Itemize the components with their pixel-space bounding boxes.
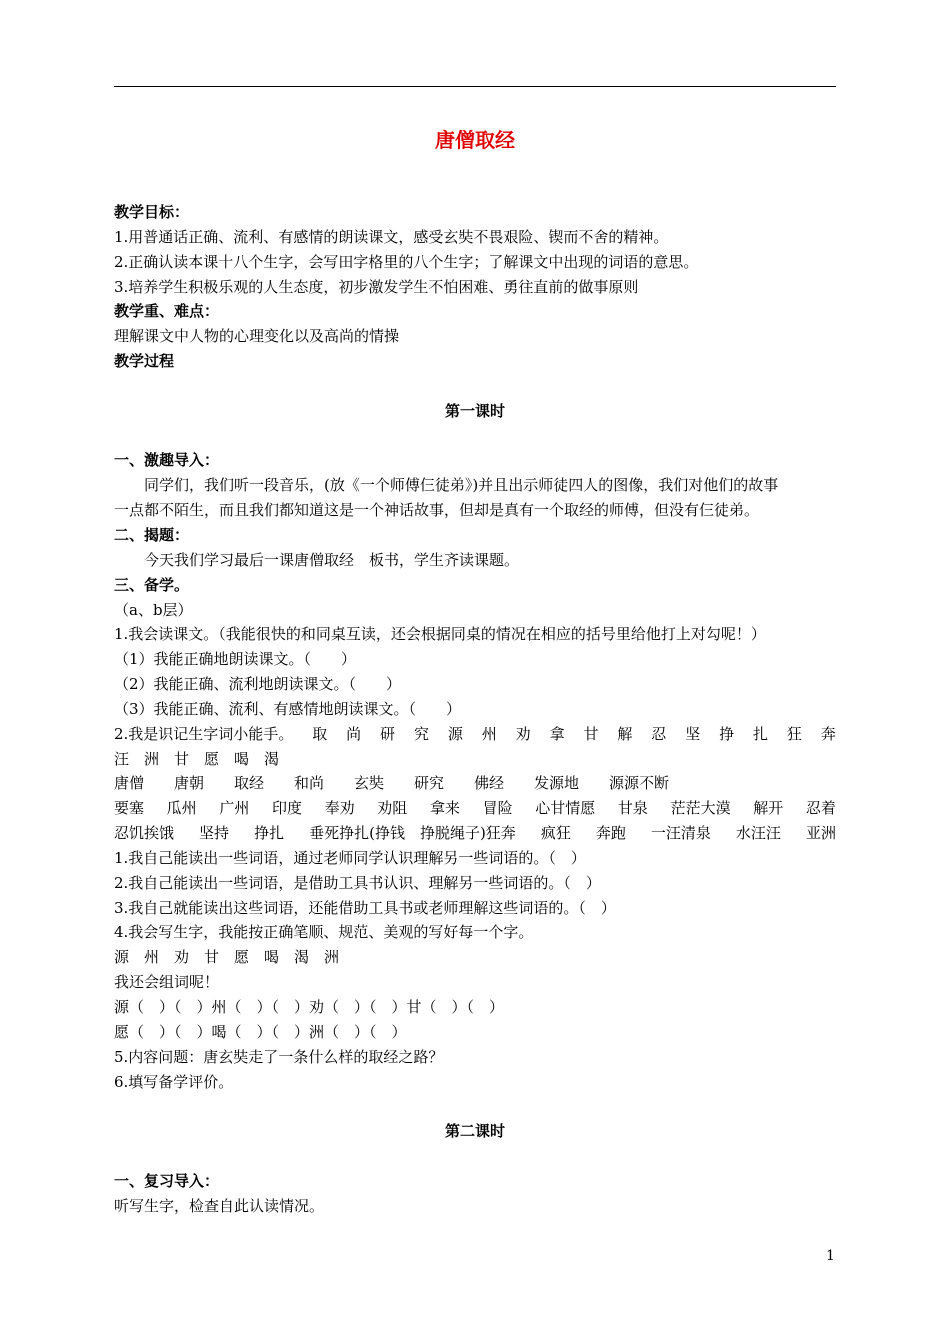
vocabulary-row: 唐僧 唐朝 取经 和尚 玄奘 研究 佛经 发源地 源源不断 [114,774,670,793]
character: 扎 [753,724,769,743]
lesson1-section1-para: 同学们，我们听一段音乐，(放《一个师傅仨徒弟》)并且出示师徒四人的图像，我们对他们的故事 [144,476,779,495]
focus-heading: 教学重、难点： [114,302,220,321]
character: 忍 [651,724,667,743]
vocabulary-word: 忍着 [805,799,836,818]
character: 解 [617,724,633,743]
vocabulary-word: 疯狂 [540,824,571,843]
task-item: 4.我会写生字，我能按正确笔顺、规范、美观的写好每一个字。 [114,923,534,942]
character: 究 [413,724,429,743]
vocabulary-word: 水汪汪 [735,824,781,843]
header-rule [114,86,836,87]
read-check-item: （2）我能正确、流利地朗读课文。（ ） [114,675,402,694]
lesson2-section1-para: 听写生字，检查自此认读情况。 [114,1196,325,1215]
character: 研 [380,724,396,743]
compose-row: 源（ ）（ ）州（ ）（ ）劝（ ）（ ）甘（ ）（ ） [114,998,505,1016]
lesson1-heading: 第一课时 [444,401,505,420]
task-item: 6.填写备学评价。 [114,1072,234,1091]
lesson1-section2-heading: 二、揭题： [114,525,190,544]
lesson1-section1-para-cont: 一点都不陌生，而且我们都知道这是一个神话故事，但却是真有一个取经的师傅，但没有仨徒弟。 [114,501,760,520]
vocabulary-row [114,821,836,846]
vocabulary-word: 解开 [753,799,784,818]
vocabulary-word: 挣扎 [254,824,285,843]
read-check-item: （1）我能正确地朗读课文。（ ） [114,650,357,669]
character: 挣 [719,724,735,743]
vocabulary-word: 拿来 [429,799,460,818]
vocabulary-word: 印度 [271,799,302,818]
character: 源 [447,724,463,743]
vocabulary-word: 坚持 [199,824,230,843]
document-title: 唐僧取经 [435,128,515,152]
process-heading: 教学过程 [114,352,175,371]
objective-item: 2.正确认读本课十八个生字，会写田字格里的八个生字；了解课文中出现的词语的意思。 [114,252,699,271]
vocabulary-word: 瓜州 [166,799,197,818]
vocabulary-word: 奉劝 [324,799,355,818]
lesson1-section2-para: 今天我们学习最后一课唐僧取经 板书，学生齐读课题。 [144,550,520,569]
compose-lead: 我还会组词呢！ [114,973,220,992]
compose-row: 愿（ ）（ ）喝（ ）（ ）洲（ ）（ ） [114,1022,407,1041]
lesson1-section1-heading: 一、激趣导入： [114,451,220,470]
vocabulary-word: 劝阻 [377,799,408,818]
self-check-item: 2.我自己能读出一些词语，是借助工具书认识、理解另一些词语的。（ ） [114,873,601,892]
document-body [114,200,836,1219]
objective-item: 1.用普通话正确、流利、有感情的朗读课文，感受玄奘不畏艰险、锲而不舍的精神。 [114,227,669,246]
character: 奔 [820,724,836,743]
character: 取 [312,724,328,743]
level-note: （a、b层） [114,600,193,619]
character: 狂 [786,724,802,743]
vocabulary-word: 广州 [219,799,250,818]
character: 拿 [549,724,565,743]
lesson2-section1-heading: 一、复习导入： [114,1171,220,1190]
vocabulary-row [114,796,836,821]
read-check-item: （3）我能正确、流利、有感情地朗读课文。（ ） [114,699,462,718]
vocabulary-word: 亚洲 [805,824,836,843]
new-characters-row [114,722,836,747]
focus-text: 理解课文中人物的心理变化以及高尚的情操 [114,327,400,346]
vocabulary-word: 垂死挣扎(挣钱 挣脱绳子)狂奔 [309,824,516,843]
objectives-heading: 教学目标： [114,203,190,221]
vocabulary-word: 冒险 [482,799,513,818]
page-number: 1 [826,1248,835,1264]
character: 坚 [685,724,701,743]
self-check-item: 1.我自己能读出一些词语，通过老师同学认识理解另一些词语的。（ ） [114,848,586,867]
vocabulary-word: 要塞 [114,799,145,818]
vocabulary-word: 忍饥挨饿 [114,824,175,843]
character: 劝 [515,724,531,743]
vocabulary-word: 茫茫大漠 [670,799,731,818]
vocabulary-word: 一汪清泉 [650,824,711,843]
write-characters-row: 源 州 劝 甘 愿 喝 渴 洲 [114,948,340,967]
task-item: 1.我会读课文。（我能很快的和同桌互读，还会根据同桌的情况在相应的括号里给他打上对勾呢！） [114,625,766,644]
self-check-item: 3.我自己就能读出这些词语，还能借助工具书或老师理解这些词语的。（ ） [114,898,616,917]
character: 尚 [346,724,362,743]
character: 州 [481,724,497,743]
task-item: 5.内容问题：唐玄奘走了一条什么样的取经之路？ [114,1047,444,1066]
objective-item: 3.培养学生积极乐观的人生态度，初步激发学生不怕困难、勇往直前的做事原则 [114,277,639,296]
new-characters-row: 汪 洲 甘 愿 喝 渴 [114,749,280,768]
lesson1-section3-heading: 三、备学。 [114,575,190,594]
character: 甘 [583,724,599,743]
vocabulary-word: 奔跑 [595,824,626,843]
task-item: 2.我是识记生字词小能手。 [114,724,294,743]
lesson2-heading: 第二课时 [444,1122,505,1141]
vocabulary-word: 甘泉 [617,799,648,818]
vocabulary-word: 心甘情愿 [535,799,596,818]
